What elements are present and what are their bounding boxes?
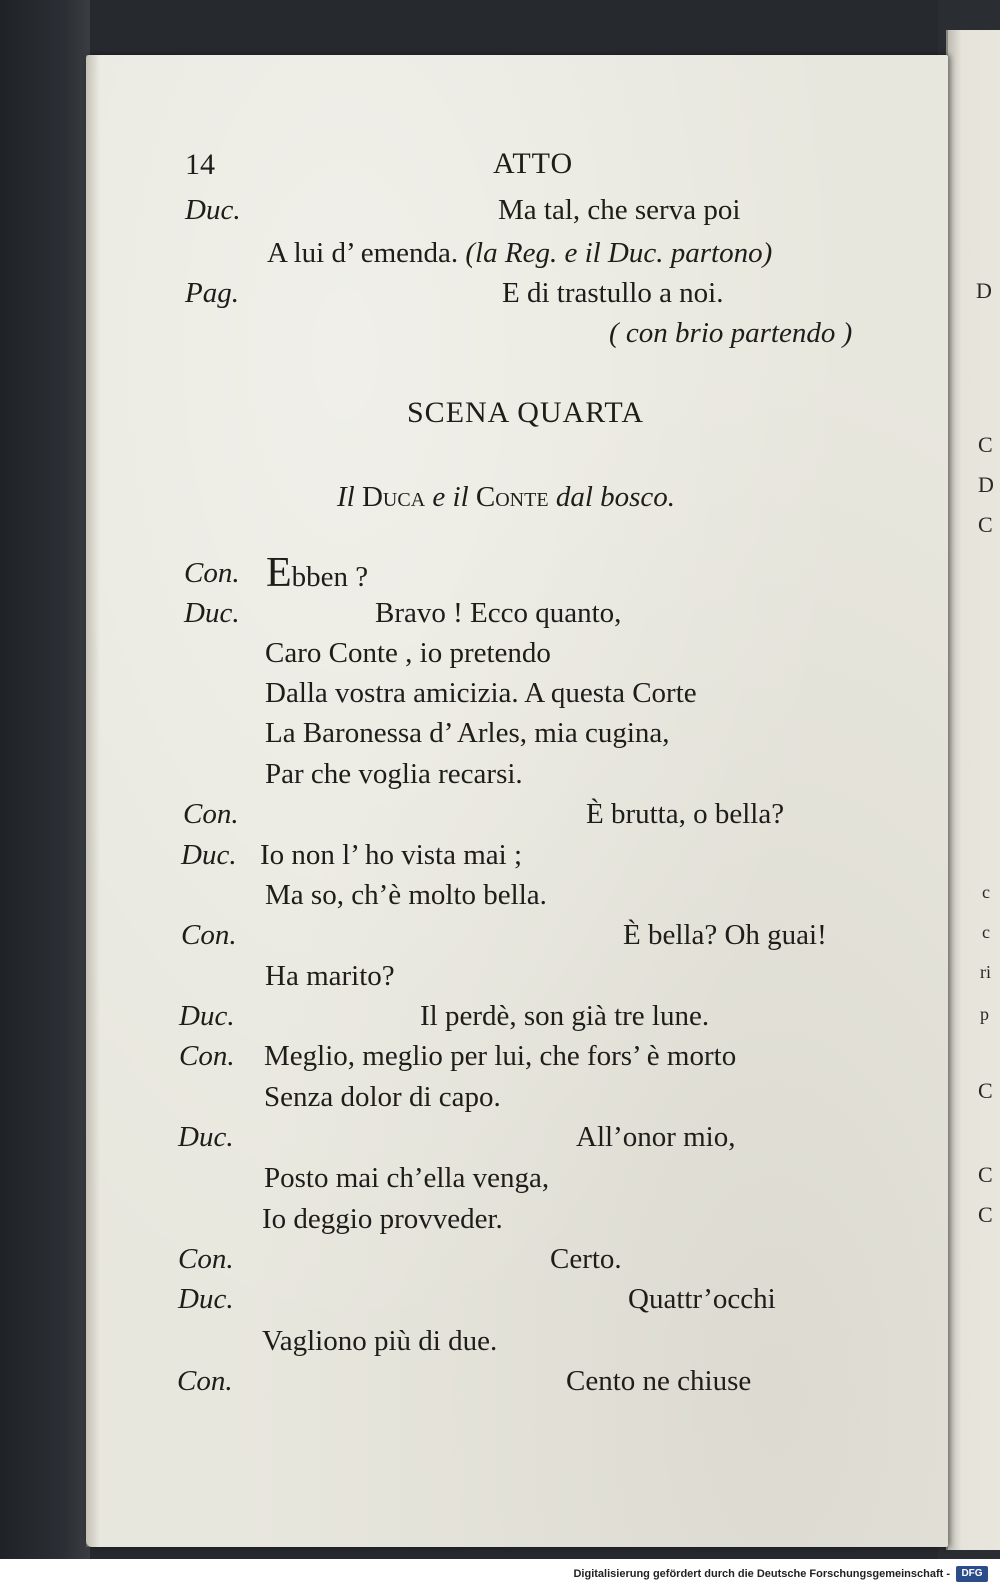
stage-direction: (la Reg. e il Duc. partono) xyxy=(465,237,773,269)
verse-line: Vagliono più di due. xyxy=(262,1325,498,1357)
dfg-logo: DFG xyxy=(956,1566,988,1582)
verse-line: Il perdè, son già tre lune. xyxy=(420,1000,710,1032)
speaker-label: Duc. xyxy=(185,194,241,226)
character-duca: Duca xyxy=(361,481,426,513)
verse-line: E di trastullo a noi. xyxy=(502,277,724,309)
adjacent-fragment: D xyxy=(976,278,992,303)
adjacent-fragment: C xyxy=(978,1202,993,1227)
running-head: ATTO xyxy=(493,147,574,180)
verse-line: È bella? Oh guai! xyxy=(623,919,827,951)
adjacent-fragment: c xyxy=(982,922,990,942)
speaker-label: Con. xyxy=(177,1365,233,1397)
verse-line: Dalla vostra amicizia. A questa Corte xyxy=(265,677,697,709)
adjacent-fragment: c xyxy=(982,882,990,902)
speaker-label: Duc. xyxy=(184,597,240,629)
verse-line: Caro Conte , io pretendo xyxy=(265,637,551,669)
adjacent-fragment: C xyxy=(978,432,993,457)
speaker-label: Duc. xyxy=(178,1121,234,1153)
verse-line: Meglio, meglio per lui, che fors’ è morto xyxy=(264,1040,737,1072)
binding-board-left xyxy=(0,0,90,1591)
speaker-label: Con. xyxy=(183,798,239,830)
verse-line: Ebben ? xyxy=(266,550,369,596)
funding-credit: Digitalisierung gefördert durch die Deutsche Forschungsgemeinschaft - xyxy=(573,1568,950,1580)
adjacent-fragment: C xyxy=(978,1078,993,1103)
adjacent-fragment: ri xyxy=(980,962,991,982)
verse-line: Quattr’occhi xyxy=(628,1283,776,1315)
book-page xyxy=(86,55,948,1547)
speaker-label: Con. xyxy=(179,1040,235,1072)
adjacent-page-edge xyxy=(946,30,1000,1550)
verse-line: All’onor mio, xyxy=(576,1121,736,1153)
verse-line: Ha marito? xyxy=(265,960,395,992)
speaker-label: Pag. xyxy=(185,277,239,309)
adjacent-fragment: C xyxy=(978,512,993,537)
speaker-label: Con. xyxy=(181,919,237,951)
verse-line: Certo. xyxy=(550,1243,622,1275)
scene-title: SCENA QUARTA xyxy=(407,396,644,429)
verse-line: A lui d’ emenda. (la Reg. e il Duc. partono) xyxy=(267,237,773,269)
verse-line: Bravo ! Ecco quanto, xyxy=(375,597,622,629)
verse-line: È brutta, o bella? xyxy=(586,798,785,830)
adjacent-fragment: p xyxy=(980,1004,989,1024)
speaker-label: Con. xyxy=(184,557,240,589)
scene-cast: Il Duca e il Conte dal bosco. xyxy=(337,481,676,513)
verse-line: Ma so, ch’è molto bella. xyxy=(265,879,547,911)
adjacent-fragment: C xyxy=(978,1162,993,1187)
character-conte: Conte xyxy=(475,481,549,513)
verse-line: Ma tal, che serva poi xyxy=(498,194,741,226)
verse-line: Io non l’ ho vista mai ; xyxy=(260,839,523,871)
verse-line: Senza dolor di capo. xyxy=(264,1081,501,1113)
speaker-label: Duc. xyxy=(181,839,237,871)
digitization-footer xyxy=(0,1559,1000,1591)
speaker-label: Con. xyxy=(178,1243,234,1275)
verse-line: Io deggio provveder. xyxy=(262,1203,503,1235)
drop-cap: E xyxy=(266,550,292,596)
verse-line: Posto mai ch’ella venga, xyxy=(264,1162,550,1194)
speaker-label: Duc. xyxy=(178,1283,234,1315)
verse-line: Par che voglia recarsi. xyxy=(265,758,523,790)
page-number: 14 xyxy=(185,148,215,181)
adjacent-fragment: D xyxy=(978,472,994,497)
verse-line: Cento ne chiuse xyxy=(566,1365,752,1397)
stage-direction: ( con brio partendo ) xyxy=(609,317,853,349)
verse-line: La Baronessa d’ Arles, mia cugina, xyxy=(265,717,670,749)
speaker-label: Duc. xyxy=(179,1000,235,1032)
